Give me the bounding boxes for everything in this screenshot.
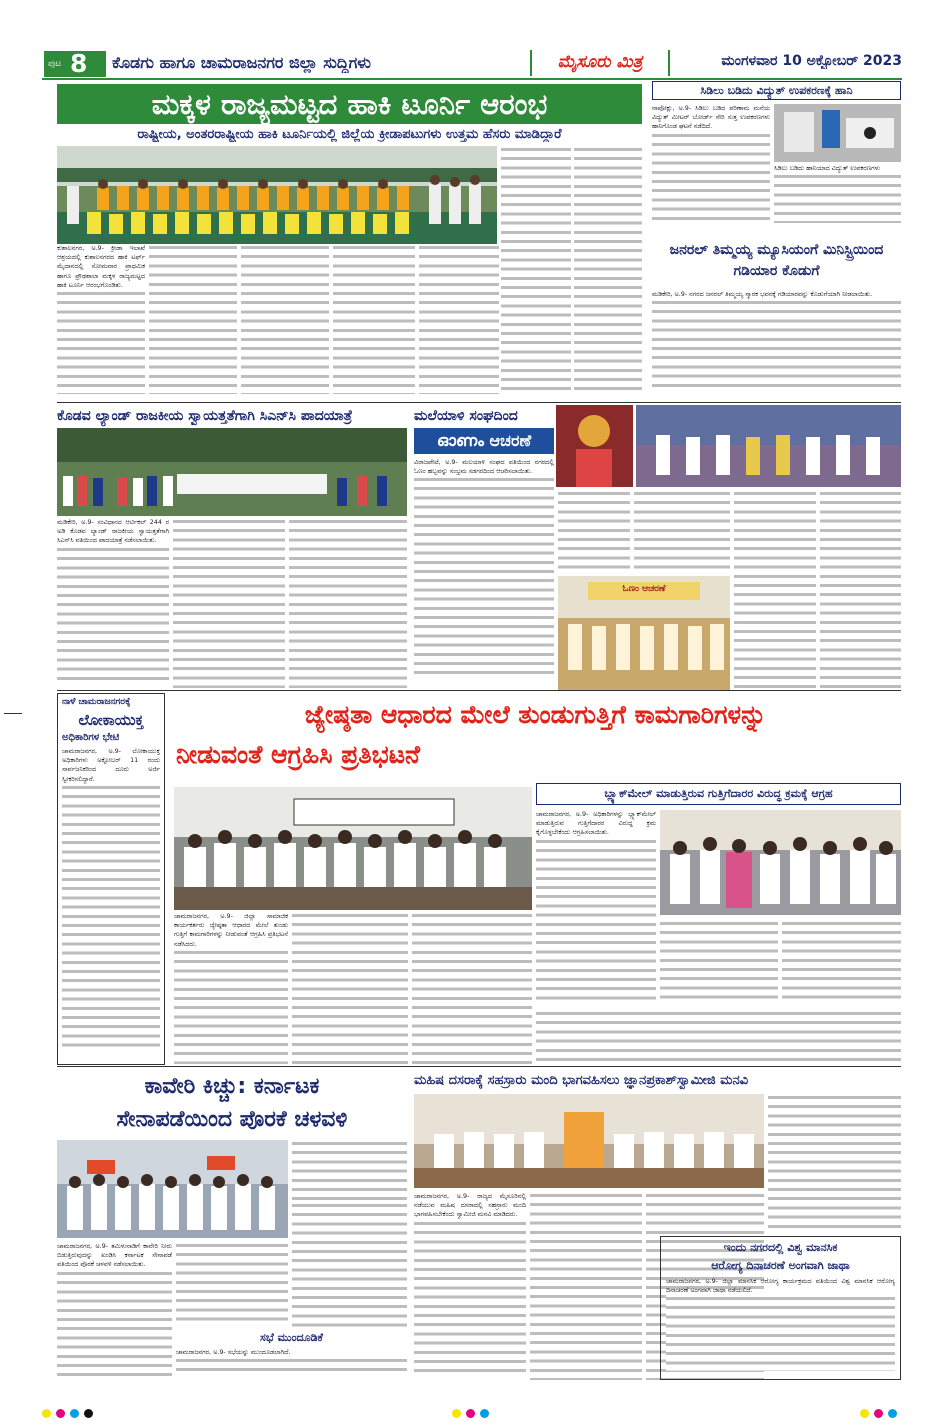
blackmail-article-col3 — [782, 920, 901, 1005]
divider-lower — [57, 1066, 901, 1067]
onam-stage-art — [636, 405, 901, 487]
thimmayya-article — [652, 290, 901, 400]
blackmail-article-bottom — [536, 1010, 901, 1064]
hockey-article-col7 — [574, 146, 642, 394]
left-crop-mark — [4, 713, 22, 714]
cauvery-lead: ಚಾಮರಾಜನಗರ, ಅ.9- ತಮಿಳುನಾಡಿಗೆ ಕಾವೇರಿ ನೀರು ಬಿಡುತ್ತಿರುವುದನ್ನು ಖಂಡಿಸಿ ಕರ್ನಾಟಕ ಸೇನಾಪಡೆ ವತಿಯಿಂದ ಪೊರಕೆ ಚಳವಳಿ ನಡೆಸಲಾಯಿತು. — [57, 1242, 172, 1269]
registration-dot — [466, 1409, 475, 1418]
shortcircuit-headline-box — [652, 81, 901, 100]
meeting-article — [176, 1348, 407, 1380]
seniority-headline-box — [170, 695, 901, 781]
cauvery-headline-2: ಸೇನಾಪಡೆಯಿಂದ ಪೊರಕೆ ಚಳವಳಿ — [116, 1107, 348, 1132]
hockey-article-col6 — [501, 146, 571, 394]
lokayukta-sub: ಅಧಿಕಾರಿಗಳ ಭೇಟಿ — [62, 732, 120, 743]
seniority-protest-photo — [174, 787, 532, 910]
onam-banner-text: ಓಣಂ ಆಚರಣೆ — [622, 584, 666, 594]
shortcircuit-caption — [774, 164, 901, 234]
divider-mid — [57, 690, 901, 691]
thimmayya-headline-box — [652, 240, 901, 288]
lokayukta-lead: ಚಾಮರಾಜನಗರ, ಅ.9- ಲೋಕಾಯುಕ್ತ ಅಧಿಕಾರಿಗಳು ಅಕ್ಟೋಬರ್ 11 ರಂದು ಸಾರ್ವಜನಿಕರಿಂದ ದೂರು ಅರ್ಜಿ ಸ್ವೀಕರಿಸಲಿದ್ದಾರೆ. — [62, 747, 160, 783]
blackmail-lead: ಚಾಮರಾಜನಗರ, ಅ.9- ಅಧಿಕಾರಿಗಳನ್ನು ಬ್ಲ್ಯಾಕ್‌ಮೇಲ್ ಮಾಡುತ್ತಿರುವ ಗುತ್ತಿಗೆದಾರರ ವಿರುದ್ಧ ಕ್ರಮ ಕೈಗೊಳ್ಳಬೇಕೆಂದು ಆಗ್ರಹಿಸಲಾಯಿತು. — [536, 810, 656, 837]
shortcircuit-article-col1 — [652, 104, 770, 234]
seniority-article-col1 — [174, 912, 288, 1064]
mentalhealth-box — [660, 1236, 901, 1380]
codava-photo-art — [57, 428, 407, 516]
mahisha-article-col2 — [530, 1192, 642, 1380]
codava-article-col2 — [173, 518, 285, 688]
codava-article-col3 — [289, 518, 407, 688]
lokayukta-kicker: ನಾಳೆ ಚಾಮರಾಜನಗರಕ್ಕೆ — [62, 697, 131, 707]
hockey-lead: ಕುಶಾಲನಗರ, ಅ.9- ಕ್ರೀಡಾ ಇಲಾಖೆ ಆಶ್ರಯದಲ್ಲಿ ಕುಶಾಲನಗರದ ಹಾಕಿ ಟರ್ಫ್ ಮೈದಾನದಲ್ಲಿ ಸೋಮವಾರ ಪ್ರಾಥಮಿಕ ಹಾಗೂ ಪ್ರೌಢಶಾಲಾ ಮಕ್ಕಳ ರಾಜ್ಯಮಟ್ಟದ ಹಾಕಿ ಟೂರ್ನಿ ಆರಂಭಗೊಂಡಿತು. — [57, 244, 145, 289]
onam-costume-photo — [556, 405, 633, 487]
seniority-headline-1: ಜ್ಯೇಷ್ಠತಾ ಆಧಾರದ ಮೇಲೆ ತುಂಡುಗುತ್ತಿಗೆ ಕಾಮಗಾರಿಗಳನ್ನು — [304, 700, 767, 729]
shortcircuit-caption-text: ಸಿಡಿಲು ಬಡಿದು ಹಾನಿಯಾದ ವಿದ್ಯುತ್ ಉಪಕರಣಗಳು — [774, 164, 881, 172]
hockey-team-photo — [57, 146, 497, 244]
paper-logo: ಮೈಸೂರು ಮಿತ್ರ — [530, 50, 670, 76]
hockey-headline-box — [57, 84, 642, 124]
shortcircuit-photo — [774, 104, 901, 162]
onam-costume-art — [556, 405, 633, 487]
hockey-subhead: ರಾಷ್ಟ್ರೀಯ, ಅಂತರರಾಷ್ಟ್ರೀಯ ಹಾಕಿ ಟೂರ್ನಿಯಲ್ಲಿ ಜಿಲ್ಲೆಯ ಕ್ರೀಡಾಪಟುಗಳು ಉತ್ತಮ ಹೆಸರು ಮಾಡಿದ್ದಾರೆ — [137, 127, 562, 142]
mentalhealth-article — [661, 1275, 900, 1375]
blackmail-article-col2 — [660, 920, 778, 1005]
lokayukta-article — [58, 747, 164, 1047]
onam-article-col1 — [414, 458, 554, 690]
thimmayya-lead: ಮಡಿಕೇರಿ, ಅ.9- ನಗರದ ಜನರಲ್ ತಿಮ್ಮಯ್ಯ ಸ್ಮಾರಕ ಭವನಕ್ಕೆ ಗಡಿಯಾರವನ್ನು ಕೊಡುಗೆಯಾಗಿ ನೀಡಲಾಯಿತು. — [652, 290, 873, 298]
shortcircuit-headline: ಸಿಡಿಲು ಬಡಿದು ವಿದ್ಯುತ್ ಉಪಕರಣಕ್ಕೆ ಹಾನಿ — [700, 84, 853, 97]
masthead — [42, 48, 902, 80]
hockey-article-col2 — [149, 244, 237, 394]
registration-dot — [874, 1409, 883, 1418]
date-line: ಮಂಗಳವಾರ 10 ಅಕ್ಟೋಬರ್ 2023 — [721, 53, 902, 69]
registration-dot — [42, 1409, 51, 1418]
thimmayya-headline: ಜನರಲ್ ತಿಮ್ಮಯ್ಯ ಮ್ಯೂಸಿಯಂಗೆ ಮಿನಿಸ್ಟ್ರಿಯಿಂದ ಗಡಿಯಾರ ಕೊಡುಗೆ — [669, 242, 884, 279]
onam-stage-photo — [636, 405, 901, 487]
blackmail-headline: ಬ್ಲ್ಯಾಕ್‌ಮೇಲ್ ಮಾಡುತ್ತಿರುವ ಗುತ್ತಿಗೆದಾರರ ವಿರುದ್ಧ ಕ್ರಮಕ್ಕೆ ಆಗ್ರಹ — [604, 787, 833, 800]
cauvery-broom-photo — [57, 1140, 288, 1238]
blackmail-article-col1 — [536, 810, 656, 1005]
cauvery-article-col1 — [57, 1242, 172, 1380]
mahisha-article-side — [768, 1094, 901, 1234]
blackmail-photo-art — [660, 810, 901, 915]
mahisha-meeting-photo — [414, 1094, 764, 1188]
meeting-lead: ಚಾಮರಾಜನಗರ, ಅ.9- ಸಭೆಯನ್ನು ಮುಂದೂಡಲಾಗಿದೆ. — [176, 1348, 291, 1356]
onam-dance-photo — [558, 576, 730, 690]
onam-article-col2 — [558, 490, 630, 570]
hockey-article-col4 — [333, 244, 415, 394]
meeting-headline: ಸಭೆ ಮುಂದೂಡಿಕೆ — [260, 1331, 323, 1344]
onam-article-col5 — [820, 490, 901, 690]
codava-lead: ಮಡಿಕೇರಿ, ಅ.9- ಸಂವಿಧಾನದ ಆರ್ಟಿಕಲ್ 244 ರ ಅಡಿ ಕೊಡವ ಲ್ಯಾಂಡ್ ರಾಜಕೀಯ ಸ್ವಾಯತ್ತತೆಗಾಗಿ ಸಿಎನ್‌ಸಿ ವತಿಯಿಂದ ಪಾದಯಾತ್ರೆ ನಡೆಸಲಾಯಿತು. — [57, 518, 169, 545]
mentalhealth-headline-2: ಆರೋಗ್ಯ ದಿನಾಚರಣೆ ಅಂಗವಾಗಿ ಜಾಥಾ — [711, 1259, 850, 1272]
mentalhealth-lead: ಚಾಮರಾಜನಗರ, ಅ.9- ಜಿಲ್ಲಾ ಮಾನಸಿಕ ಆರೋಗ್ಯ ಕಾರ್ಯಕ್ರಮದ ವತಿಯಿಂದ ವಿಶ್ವ ಮಾನಸಿಕ ಆರೋಗ್ಯ ದಿನಾಚರಣೆ ಅಂಗವಾಗಿ ಜಾಥಾ ನಡೆಯಲಿದೆ. — [666, 1277, 895, 1295]
lokayukta-box — [57, 693, 165, 1065]
hockey-article-col3 — [241, 244, 329, 394]
lokayukta-headline: ಲೋಕಾಯುಕ್ತ — [78, 711, 144, 729]
hockey-article-col5 — [419, 244, 499, 394]
blackmail-headline-box — [536, 783, 901, 805]
onam-lead: ವಿರಾಜಪೇಟೆ, ಅ.9- ಮಲಯಾಳಿ ಸಂಘದ ವತಿಯಿಂದ ನಗರದಲ್ಲಿ ಓಣಂ ಹಬ್ಬವನ್ನು ಸಂಭ್ರಮ ಸಡಗರದಿಂದ ಆಚರಿಸಲಾಯಿತು. — [414, 458, 554, 476]
seniority-article-col2 — [292, 912, 408, 1064]
cauvery-article-col2 — [176, 1242, 288, 1327]
page-word: ಪುಟ — [48, 59, 62, 69]
cauvery-article-col3 — [292, 1202, 407, 1327]
onam-headline: ഓണം ಆಚರಣೆ — [436, 431, 532, 450]
shortcircuit-photo-art — [774, 104, 901, 162]
seniority-protest-art — [174, 787, 532, 910]
hockey-article-col1 — [57, 244, 145, 394]
registration-dot — [860, 1409, 869, 1418]
onam-headline-box — [414, 428, 554, 454]
page-number-box — [44, 51, 106, 77]
mahisha-article-col1 — [414, 1192, 526, 1380]
shortcircuit-lead: ನಾಪೋಕ್ಲು, ಅ.9- ಸಿಡಿಲು ಬಡಿದ ಪರಿಣಾಮ ಮನೆಯ ವಿದ್ಯುತ್ ಮೀಟರ್ ಬೋರ್ಡ್ ಸೇರಿ ಸುತ್ತ ಉಪಕರಣಗಳು ಹಾನಿಗೊಂಡ ಘಟನೆ ನಡೆದಿದೆ. — [652, 104, 770, 131]
codava-headline: ಕೊಡವ ಲ್ಯಾಂಡ್ ರಾಜಕೀಯ ಸ್ವಾಯತ್ತತೆಗಾಗಿ ಸಿಎನ್‌ಸಿ ಪಾದಯಾತ್ರೆ — [57, 408, 353, 424]
cauvery-broom-art — [57, 1140, 288, 1238]
onam-article-col4 — [734, 490, 816, 690]
hockey-photo-art — [57, 146, 497, 244]
registration-dot — [56, 1409, 65, 1418]
page-number: 8 — [70, 49, 88, 78]
divider-top — [57, 402, 901, 403]
mahisha-meeting-art — [414, 1094, 764, 1188]
codava-rally-photo — [57, 428, 407, 516]
codava-article-col1 — [57, 518, 169, 688]
registration-dot — [888, 1409, 897, 1418]
registration-dot — [70, 1409, 79, 1418]
registration-dot — [480, 1409, 489, 1418]
mahisha-headline: ಮಹಿಷ ದಸರಾಕ್ಕೆ ಸಹಸ್ರಾರು ಮಂದಿ ಭಾಗವಹಿಸಲು ಜ್ಞಾನಪ್ರಕಾಶ್‌ಸ್ವಾಮೀಜಿ ಮನವಿ — [414, 1073, 749, 1088]
blackmail-photo — [660, 810, 901, 915]
registration-dot — [84, 1409, 93, 1418]
cauvery-headline-1: ಕಾವೇರಿ ಕಿಚ್ಚು: ಕರ್ನಾಟಕ — [144, 1074, 320, 1099]
mentalhealth-headline-1: ಇಂದು ನಗರದಲ್ಲಿ ವಿಶ್ವ ಮಾನಸಿಕ — [723, 1241, 838, 1254]
onam-article-col3 — [634, 490, 730, 570]
cauvery-headline-box — [57, 1070, 407, 1138]
hockey-headline: ಮಕ್ಕಳ ರಾಜ್ಯಮಟ್ಟದ ಹಾಕಿ ಟೂರ್ನಿ ಆರಂಭ — [151, 87, 548, 121]
section-title: ಕೊಡಗು ಹಾಗೂ ಚಾಮರಾಜನಗರ ಜಿಲ್ಲಾ ಸುದ್ದಿಗಳು — [112, 53, 372, 72]
seniority-lead: ಚಾಮರಾಜನಗರ, ಅ.9- ಜಿಲ್ಲಾ ಸಾಮಾಜಿಕ ಕಾರ್ಯಕರ್ತರು ಜ್ಯೇಷ್ಠತಾ ಆಧಾರದ ಮೇಲೆ ತುಂಡು ಗುತ್ತಿಗೆ ಕಾಮಗಾರಿಗಳನ್ನು ನೀಡುವಂತೆ ಆಗ್ರಹಿಸಿ ಪ್ರತಿಭಟನೆ ನಡೆಸಿದರು. — [174, 912, 288, 948]
seniority-headline-2: ನೀಡುವಂತೆ ಆಗ್ರಹಿಸಿ ಪ್ರತಿಭಟನೆ — [176, 740, 420, 769]
onam-kicker: ಮಲೆಯಾಳಿ ಸಂಘದಿಂದ — [414, 408, 518, 424]
mahisha-lead: ಚಾಮರಾಜನಗರ, ಅ.9- ರಾಜ್ಯದ ಮೈಸೂರಿನಲ್ಲಿ ನಡೆಯುವ ಮಹಿಷ ದಸರಾದಲ್ಲಿ ಸಹಸ್ರಾರು ಮಂದಿ ಭಾಗವಹಿಸಬೇಕೆಂದು ಸ್ವಾಮೀಜಿ ಮನವಿ ಮಾಡಿದರು. — [414, 1192, 526, 1219]
seniority-article-col3 — [412, 912, 532, 1064]
registration-dot — [452, 1409, 461, 1418]
cauvery-article-col0 — [292, 1140, 407, 1200]
